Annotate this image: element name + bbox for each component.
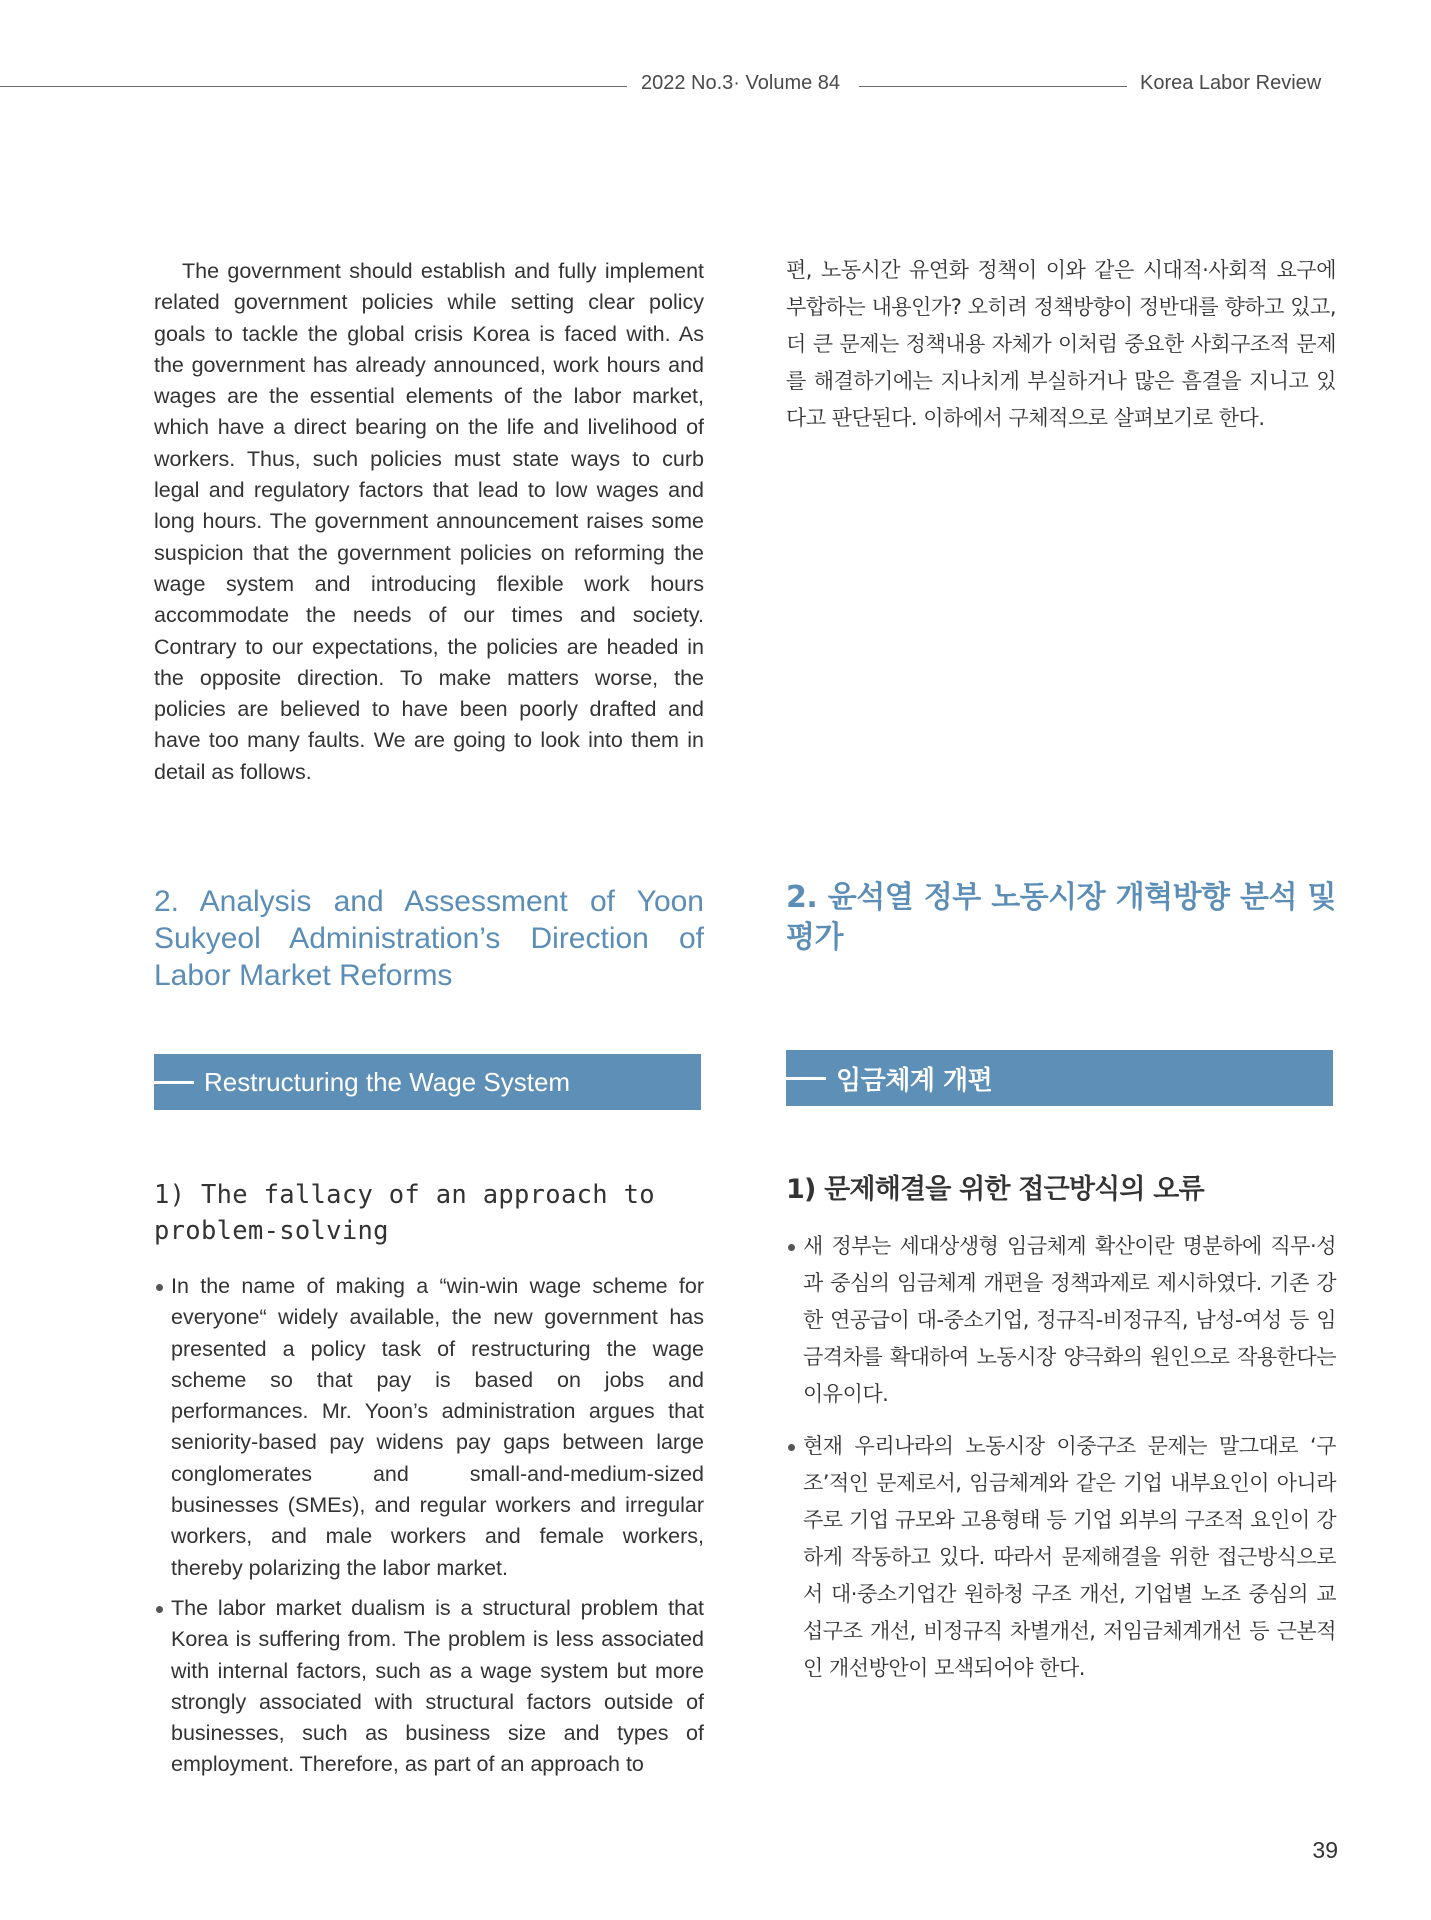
bullet-list-en xyxy=(154,1271,704,1781)
header-rule-left xyxy=(0,86,627,87)
left-section-heading-wrap xyxy=(154,883,704,994)
banner-ko xyxy=(786,1050,1333,1106)
banner-ko-label: 임금체계 개편 xyxy=(836,1065,993,1096)
list-item: 현재 우리나라의 노동시장 이중구조 문제는 말그대로 ‘구조’적인 문제로서, 임금체계와 같은 기업 내부요인이 아니라 주로 기업 규모와 고용형태 등 기업 외부의 구조적 요인이 강하게 작동하고 있다. 따라서 문제해결을 위한 접근방식으로서 대·중소기업간 원하청 구조 개선, 기업별 노조 중심의 교섭구조 개선, 비정규직 차별개선, 저임금체계개선 등 근본적인 개선방안이 모색되어야 한다. xyxy=(786,1428,1336,1687)
intro-paragraph-ko: 편, 노동시간 유연화 정책이 이와 같은 시대적·사회적 요구에 부합하는 내용인가? 오히려 정책방향이 정반대를 향하고 있고, 더 큰 문제는 정책내용 자체가 이처럼 중요한 사회구조적 문제를 해결하기에는 지나치게 부실하거나 많은 흠결을 지니고 있다고 판단된다. 이하에서 구체적으로 살펴보기로 한다. xyxy=(786,258,1336,430)
banner-dash xyxy=(786,1077,826,1080)
list-item: The labor market dualism is a structural problem that Korea is suffering from. The problem is less associated with internal factors, such as a wage system but more strongly associated with structural factors outside of businesses, such as business size and types of employment. Therefore, as part of an approach to xyxy=(154,1593,704,1781)
banner-en xyxy=(154,1054,701,1110)
bullet-list-ko xyxy=(786,1228,1336,1687)
right-intro xyxy=(786,252,1336,437)
page-number: 39 xyxy=(1312,1837,1338,1863)
banner-dash xyxy=(154,1081,194,1084)
banner-en-label: Restructuring the Wage System xyxy=(204,1066,571,1097)
publication-name: Korea Labor Review xyxy=(1140,72,1322,94)
issue-label: 2022 No.3· Volume 84 xyxy=(641,72,841,94)
section-heading-ko: 2. 윤석열 정부 노동시장 개혁방향 분석 및 평가 xyxy=(786,880,1336,955)
section-heading-en: 2. Analysis and Assessment of Yoon Sukyeol Administration’s Direction of Labor Market Reforms xyxy=(154,885,704,992)
subheading-en: 1) The fallacy of an approach to problem-solving xyxy=(154,1180,655,1246)
list-item: 새 정부는 세대상생형 임금체계 확산이란 명분하에 직무·성과 중심의 임금체계 개편을 정책과제로 제시하였다. 기존 강한 연공급이 대-중소기업, 정규직-비정규직, 남성-여성 등 임금격차를 확대하여 노동시장 양극화의 원인으로 작용한다는 이유이다. xyxy=(786,1228,1336,1413)
subheading-ko: 1) 문제해결을 위한 접근방식의 오류 xyxy=(786,1174,1204,1205)
right-section-heading-wrap xyxy=(786,878,1336,958)
left-intro xyxy=(154,256,704,788)
left-subsection xyxy=(154,1177,704,1790)
list-item: In the name of making a “win-win wage scheme for everyone“ widely available, the new government has presented a policy task of restructuring the wage scheme so that pay is based on jobs and performances. Mr. Yoon’s administration argues that seniority-based pay widens pay gaps between large conglomerates and small-and-medium-sized businesses (SMEs), and regular workers and irregular workers, and male workers and female workers, thereby polarizing the labor market. xyxy=(154,1271,704,1584)
header-rule-middle xyxy=(859,86,1127,87)
intro-paragraph-en: The government should establish and fully implement related government policies while setting clear policy goals to tackle the global crisis Korea is faced with. As the government has already announced, work hours and wages are the essential elements of the labor market, which have a direct bearing on the life and livelihood of workers. Thus, such policies must state ways to curb legal and regulatory factors that lead to low wages and long hours. The government announcement raises some suspicion that the government policies on reforming the wage system and introducing flexible work hours accommodate the needs of our times and society. Contrary to our expectations, the policies are headed in the opposite direction. To make matters worse, the policies are believed to have been poorly drafted and have too many faults. We are going to look into them in detail as follows. xyxy=(154,259,704,784)
right-subsection xyxy=(786,1172,1336,1702)
